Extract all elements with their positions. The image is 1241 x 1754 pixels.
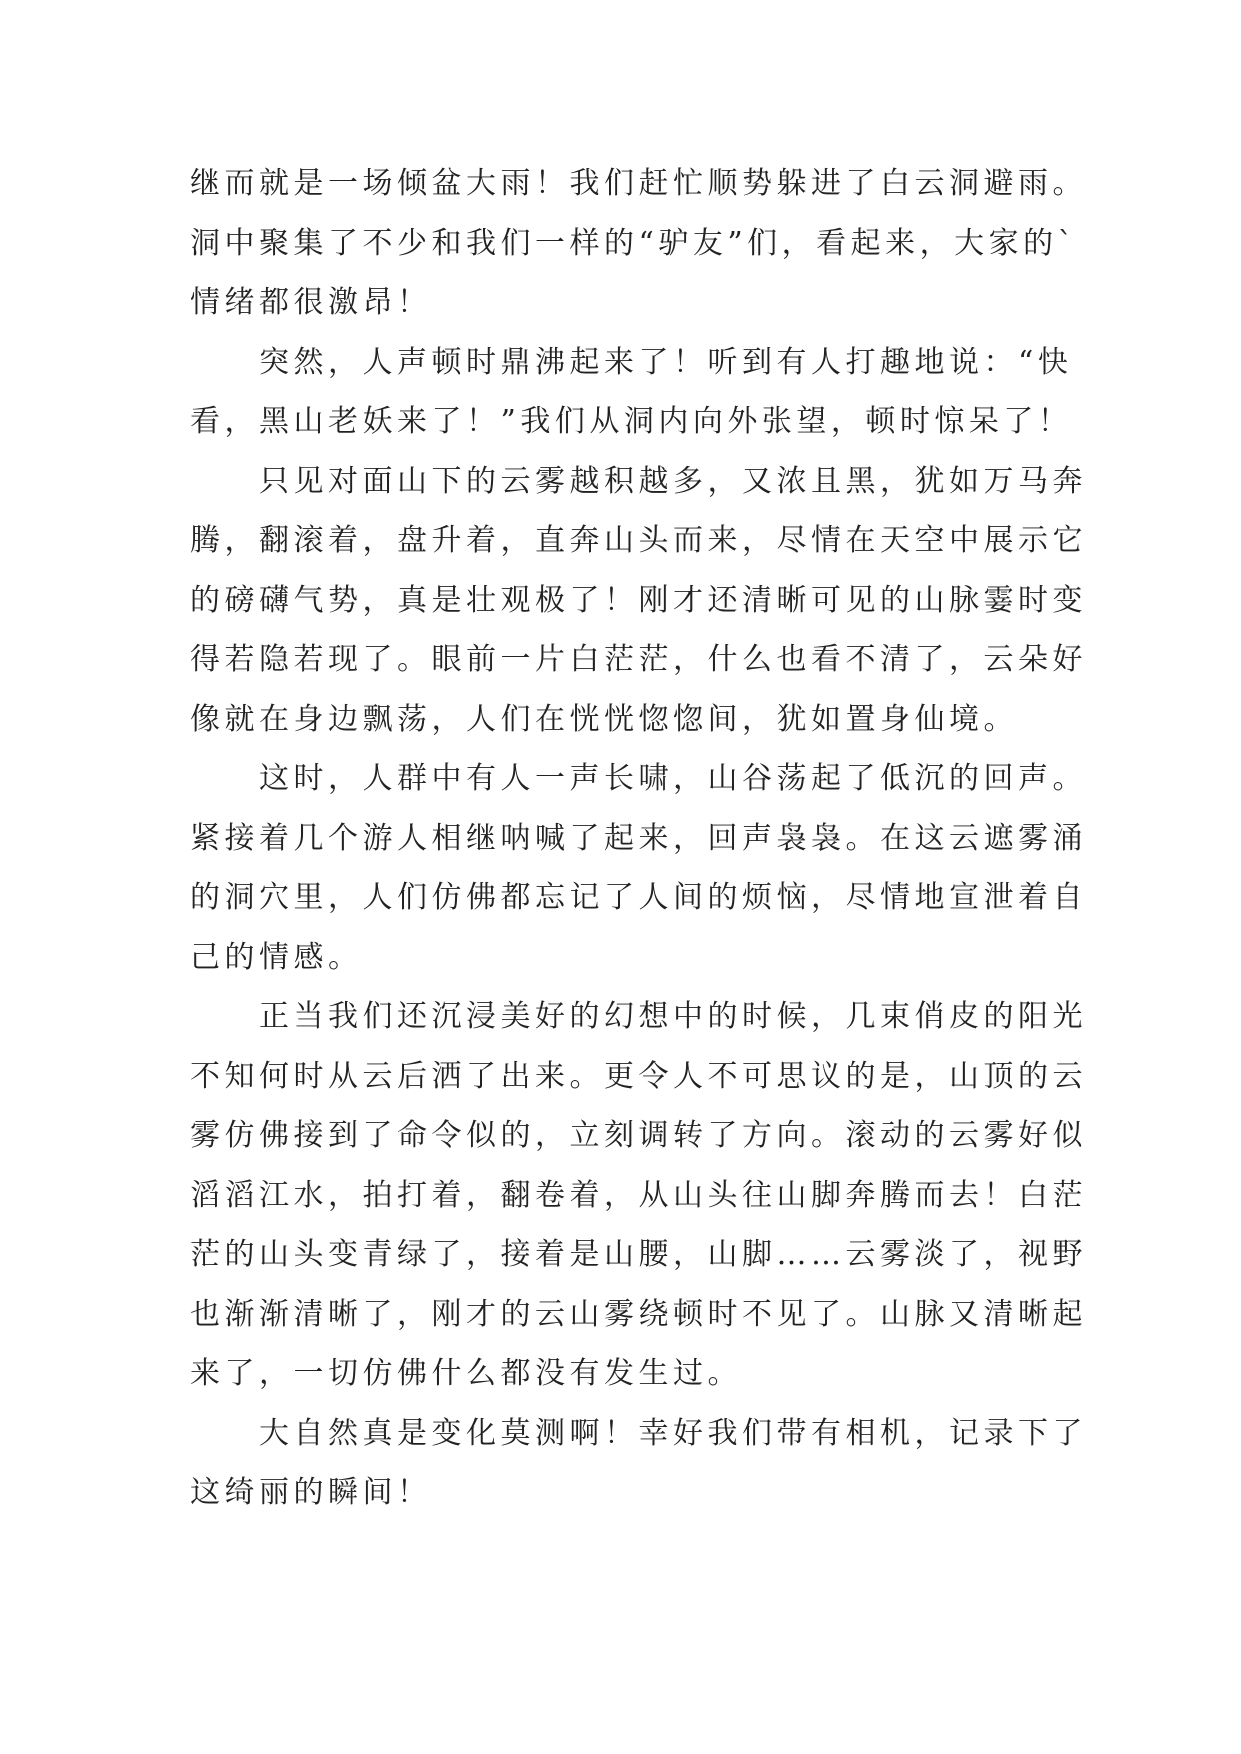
text-line: 不知何时从云后洒了出来。更令人不可思议的是，山顶的云 <box>190 1058 1087 1094</box>
paragraph <box>190 154 1150 333</box>
text-line: 这时，人群中有人一声长啸，山谷荡起了低沉的回声。 <box>259 761 1087 796</box>
paragraph <box>190 333 1150 452</box>
text-line: 紧接着几个游人相继呐喊了起来，回声袅袅。在这云遮雾涌 <box>190 820 1087 856</box>
text-line: 突然，人声顿时鼎沸起来了！听到有人打趣地说：“快 <box>259 344 1073 380</box>
text-line: 只见对面山下的云雾越积越多，又浓且黑，犹如万马奔 <box>259 463 1087 499</box>
paragraph <box>190 452 1150 750</box>
text-line: 得若隐若现了。眼前一片白茫茫，什么也看不清了，云朵好 <box>190 642 1087 677</box>
text-line: 看，黑山老妖来了！”我们从洞内向外张望，顿时惊呆了！ <box>190 404 1073 439</box>
document-body <box>190 154 1150 1523</box>
paragraph <box>190 749 1150 987</box>
text-line: 茫的山头变青绿了，接着是山腰，山脚……云雾淡了，视野 <box>190 1237 1087 1272</box>
paragraph <box>190 987 1150 1404</box>
text-line: 腾，翻滚着，盘升着，直奔山头而来，尽情在天空中展示它 <box>190 523 1087 558</box>
text-line: 正当我们还沉浸美好的幻想中的时候，几束俏皮的阳光 <box>259 999 1087 1034</box>
text-line: 来了，一切仿佛什么都没有发生过。 <box>190 1356 742 1391</box>
text-line: 雾仿佛接到了命令似的，立刻调转了方向。滚动的云雾好似 <box>190 1118 1087 1153</box>
text-line: 己的情感。 <box>190 939 363 975</box>
text-line: 大自然真是变化莫测啊！幸好我们带有相机，记录下了 <box>259 1415 1087 1451</box>
text-line: 洞中聚集了不少和我们一样的“驴友”们，看起来，大家的` <box>190 225 1078 261</box>
text-line: 这绮丽的瞬间！ <box>190 1475 432 1510</box>
text-line: 像就在身边飘荡，人们在恍恍惚惚间，犹如置身仙境。 <box>190 701 1018 737</box>
text-line: 情绪都很激昂！ <box>190 285 432 320</box>
text-line: 滔滔江水，拍打着，翻卷着，从山头往山脚奔腾而去！白茫 <box>190 1177 1087 1213</box>
paragraph <box>190 1404 1150 1523</box>
text-line: 的磅礴气势，真是壮观极了！刚才还清晰可见的山脉霎时变 <box>190 582 1087 618</box>
text-line: 继而就是一场倾盆大雨！我们赶忙顺势躲进了白云洞避雨。 <box>190 166 1087 201</box>
text-line: 的洞穴里，人们仿佛都忘记了人间的烦恼，尽情地宣泄着自 <box>190 880 1087 915</box>
text-line: 也渐渐清晰了，刚才的云山雾绕顿时不见了。山脉又清晰起 <box>190 1296 1087 1332</box>
